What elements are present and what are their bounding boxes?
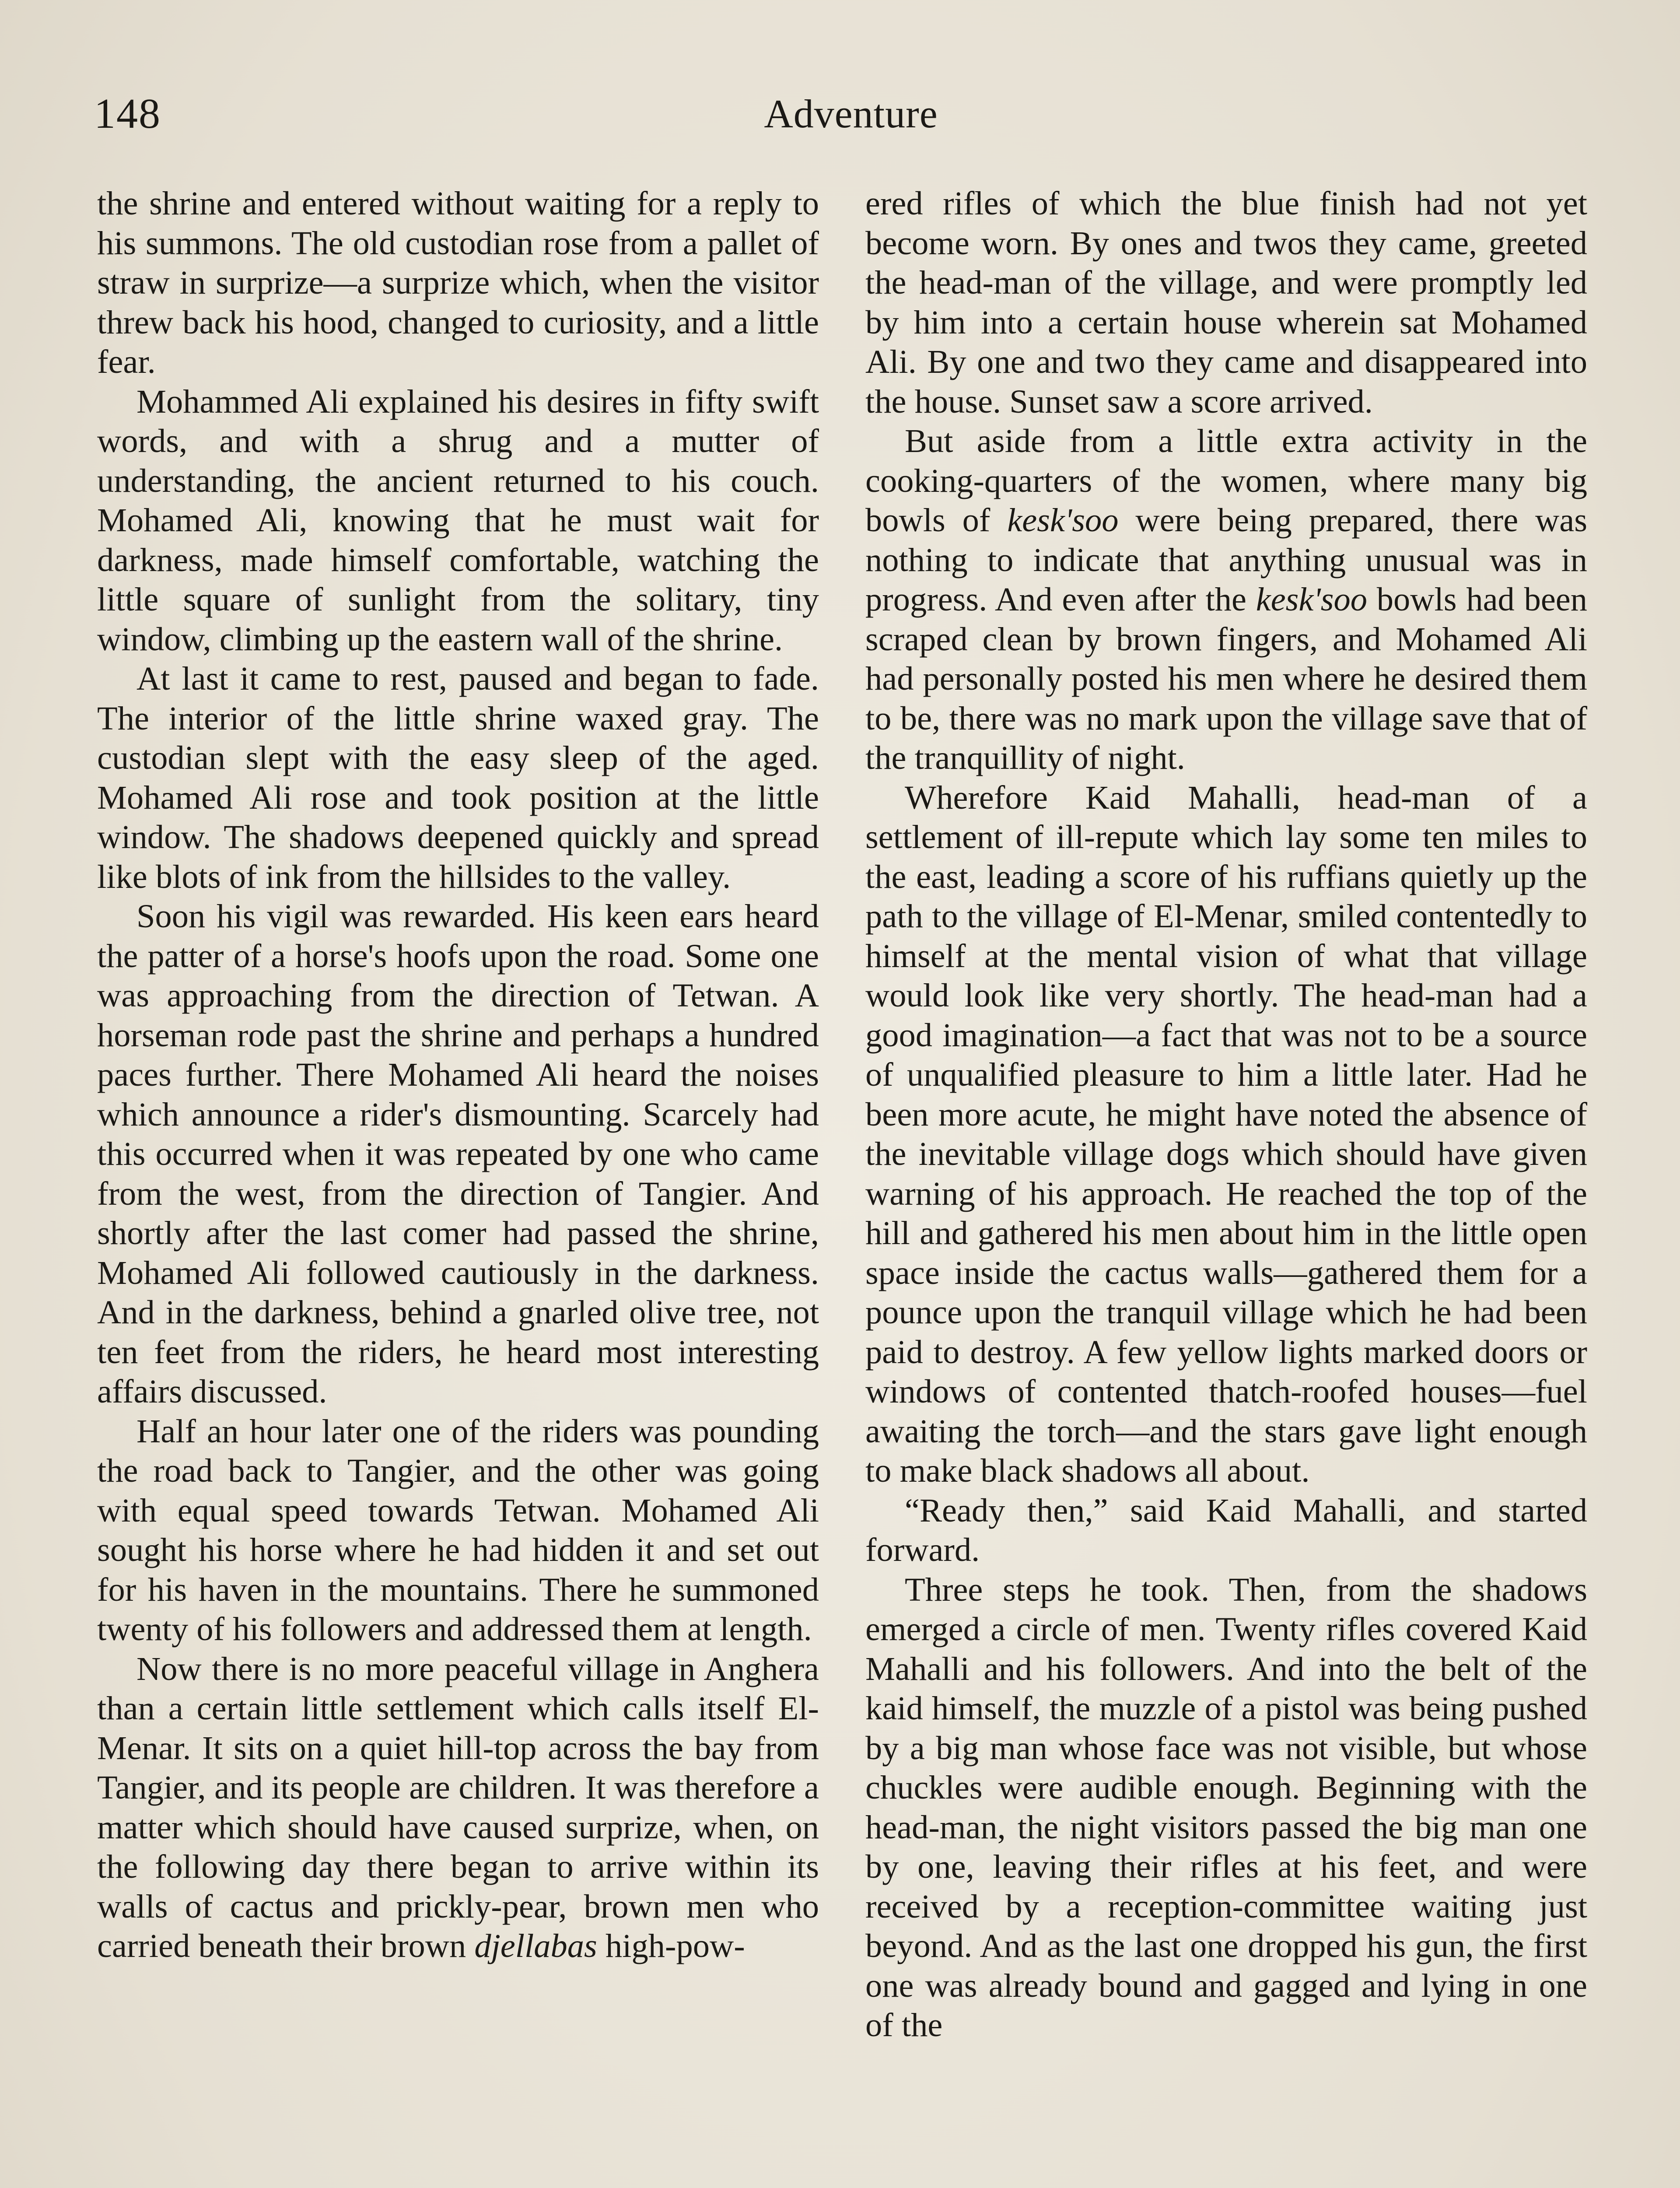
paragraph: Half an hour later one of the riders was pounding the road back to Tangier, and the other was going with equal speed towards Tetwan. Mohamed Ali sought his horse where he had hidden it and set out for his haven in the mountains. There he summoned twenty of his followers and addressed them at length. <box>97 1412 819 1648</box>
paragraph: At last it came to rest, paused and began to fade. The interior of the little shrine waxed gray. The custodian slept with the easy sleep of the aged. Mohamed Ali rose and took position at the little window. The shadows deepened quickly and spread like blots of ink from the hillsides to the valley. <box>97 660 819 895</box>
paragraph: But aside from a little extra activity in the cooking-quarters of the women, where many big bowls of kesk'soo were being prepared, there was nothing to indicate that anything unusual was in progress. And even after the kesk'soo bowls had been scraped clean by brown fingers, and Mohamed Ali had personally posted his men where he desired them to be, there was no mark upon the village save that of the tranquillity of night. <box>865 422 1588 776</box>
right-column <box>865 184 1587 2045</box>
paragraph: Soon his vigil was rewarded. His keen ears heard the patter of a horse's hoofs upon the road. Some one was approaching from the direction of Tetwan. A horseman rode past the shrine and perhaps a hundred paces further. There Mohamed Ali heard the noises which announce a rider's dismounting. Scarcely had this occurred when it was repeated by one who came from the west, from the direction of Tangier. And shortly after the last comer had passed the shrine, Mohamed Ali followed cautiously in the darkness. And in the darkness, behind a gnarled olive tree, not ten feet from the riders, he heard most interesting affairs discussed. <box>97 898 819 1410</box>
left-column <box>97 184 819 1966</box>
paragraph: Wherefore Kaid Mahalli, head-man of a settlement of ill-repute which lay some ten miles to the east, leading a score of his ruffians quietly up the path to the village of El-Menar, smiled contentedly to himself at the mental vision of what that village would look like very shortly. The head-man had a good imagination—a fact that was not to be a source of unqualified pleasure to him a little later. Had he been more acute, he might have noted the absence of the inevitable village dogs which should have given warning of his approach. He reached the top of the hill and gathered his men about him in the little open space inside the cactus walls—gathered them for a pounce upon the tranquil village which he had been paid to destroy. A few yellow lights marked doors or windows of contented thatch-roofed houses—fuel awaiting the torch—and the stars gave light enough to make black shadows all about. <box>865 778 1587 1489</box>
paragraph: Mohammed Ali explained his desires in fifty swift words, and with a shrug and a mutter of understanding, the ancient returned to his couch. Mohamed Ali, knowing that he must wait for darkness, made himself comfortable, watching the little square of sunlight from the solitary, tiny window, climbing up the eastern wall of the shrine. <box>97 382 819 658</box>
page-number: 148 <box>94 90 161 137</box>
paragraph: “Ready then,” said Kaid Mahalli, and started forward. <box>865 1491 1587 1568</box>
paragraph: the shrine and entered without waiting for a reply to his summons. The old custodian rose from a pallet of straw in surprize—a surprize which, when the visitor threw back his hood, changed to curiosity, and a little fear. <box>97 185 819 380</box>
running-title: Adventure <box>764 91 938 136</box>
paragraph: Three steps he took. Then, from the shadows emerged a circle of men. Twenty rifles covered Kaid Mahalli and his followers. And into the belt of the kaid himself, the muzzle of a pistol was being pushed by a big man whose face was not visible, but whose chuckles were audible enough. Beginning with the head-man, the night visitors passed the big man one by one, leaving their rifles at his feet, and were received by a reception-committee waiting just beyond. And as the last one dropped his gun, the first one was already bound and gagged and lying in one of the <box>865 1571 1587 2044</box>
paragraph: Now there is no more peaceful village in Anghera than a certain little settlement which calls itself El-Menar. It sits on a quiet hill-top across the bay from Tangier, and its people are children. It was therefore a matter which should have caused surprize, when, on the following day there began to arrive within its walls of cactus and prickly-pear, brown men who carried beneath their brown djellabas high-pow- <box>97 1650 819 1964</box>
paragraph: ered rifles of which the blue finish had not yet become worn. By ones and twos they came, greeted the head-man of the village, and were promptly led by him into a certain house wherein sat Mohamed Ali. By one and two they came and disappeared into the house. Sunset saw a score arrived. <box>865 185 1587 420</box>
page-header <box>94 83 1608 144</box>
